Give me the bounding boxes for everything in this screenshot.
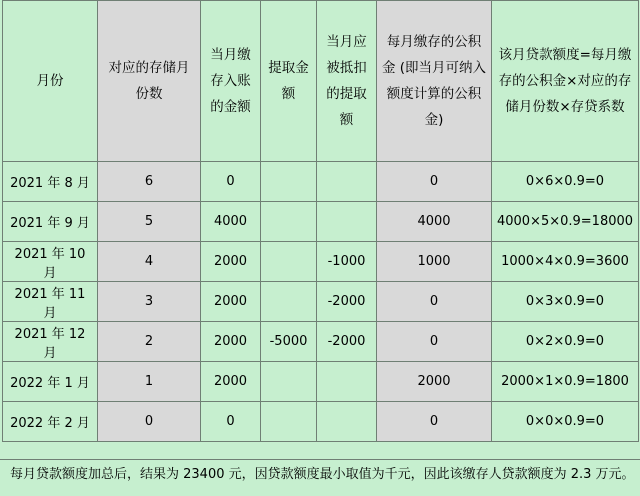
cell-storage-months: 5 (98, 202, 201, 242)
header-loan-limit-formula: 该月贷款额度=每月缴存的公积金×对应的存储月份数×存贷系数 (492, 1, 639, 162)
cell-withdrawal (261, 362, 317, 402)
cell-deducted: -1000 (317, 242, 377, 282)
cell-storage-months: 0 (98, 402, 201, 442)
table-row (3, 362, 639, 402)
summary-note: 每月贷款额度加总后，结果为 23400 元，因贷款额度最小取值为千元，因此该缴存人贷款额度为 2.3 万元。 (0, 459, 640, 496)
table-row (3, 202, 639, 242)
cell-withdrawal (261, 282, 317, 322)
cell-month: 2021 年 8 月 (3, 162, 98, 202)
cell-monthly-fund: 1000 (377, 242, 492, 282)
header-deducted-withdrawal: 当月应被抵扣的提取额 (317, 1, 377, 162)
cell-month: 2021 年 12 月 (3, 322, 98, 362)
cell-storage-months: 4 (98, 242, 201, 282)
cell-storage-months: 2 (98, 322, 201, 362)
cell-storage-months: 1 (98, 362, 201, 402)
table-row (3, 322, 639, 362)
cell-month: 2021 年 9 月 (3, 202, 98, 242)
cell-loan-formula: 0×2×0.9=0 (492, 322, 639, 362)
cell-loan-formula: 0×6×0.9=0 (492, 162, 639, 202)
cell-deducted: -2000 (317, 322, 377, 362)
header-deposit-amount: 当月缴存入账的金额 (201, 1, 261, 162)
cell-deducted (317, 402, 377, 442)
cell-withdrawal (261, 402, 317, 442)
cell-deducted: -2000 (317, 282, 377, 322)
header-monthly-fund: 每月缴存的公积金 (即当月可纳入额度计算的公积金) (377, 1, 492, 162)
cell-deposit: 0 (201, 162, 261, 202)
cell-deposit: 2000 (201, 282, 261, 322)
cell-loan-formula: 0×0×0.9=0 (492, 402, 639, 442)
header-row (3, 1, 639, 162)
cell-deposit: 4000 (201, 202, 261, 242)
cell-deposit: 2000 (201, 322, 261, 362)
cell-loan-formula: 0×3×0.9=0 (492, 282, 639, 322)
table-row (3, 242, 639, 282)
cell-monthly-fund: 0 (377, 322, 492, 362)
cell-loan-formula: 4000×5×0.9=18000 (492, 202, 639, 242)
cell-loan-formula: 2000×1×0.9=1800 (492, 362, 639, 402)
cell-month: 2021 年 10 月 (3, 242, 98, 282)
cell-loan-formula: 1000×4×0.9=3600 (492, 242, 639, 282)
table-row (3, 162, 639, 202)
cell-monthly-fund: 0 (377, 162, 492, 202)
header-withdrawal-amount: 提取金额 (261, 1, 317, 162)
cell-withdrawal (261, 202, 317, 242)
cell-deposit: 0 (201, 402, 261, 442)
cell-deducted (317, 202, 377, 242)
header-storage-months: 对应的存储月份数 (98, 1, 201, 162)
cell-storage-months: 3 (98, 282, 201, 322)
cell-deposit: 2000 (201, 362, 261, 402)
cell-storage-months: 6 (98, 162, 201, 202)
cell-month: 2021 年 11 月 (3, 282, 98, 322)
cell-month: 2022 年 1 月 (3, 362, 98, 402)
table-row (3, 402, 639, 442)
cell-withdrawal: -5000 (261, 322, 317, 362)
cell-withdrawal (261, 162, 317, 202)
cell-deducted (317, 162, 377, 202)
header-month: 月份 (3, 1, 98, 162)
cell-monthly-fund: 0 (377, 402, 492, 442)
cell-deducted (317, 362, 377, 402)
loan-calculation-table (2, 0, 639, 442)
cell-withdrawal (261, 242, 317, 282)
cell-monthly-fund: 0 (377, 282, 492, 322)
cell-monthly-fund: 4000 (377, 202, 492, 242)
cell-monthly-fund: 2000 (377, 362, 492, 402)
table-row (3, 282, 639, 322)
cell-deposit: 2000 (201, 242, 261, 282)
cell-month: 2022 年 2 月 (3, 402, 98, 442)
